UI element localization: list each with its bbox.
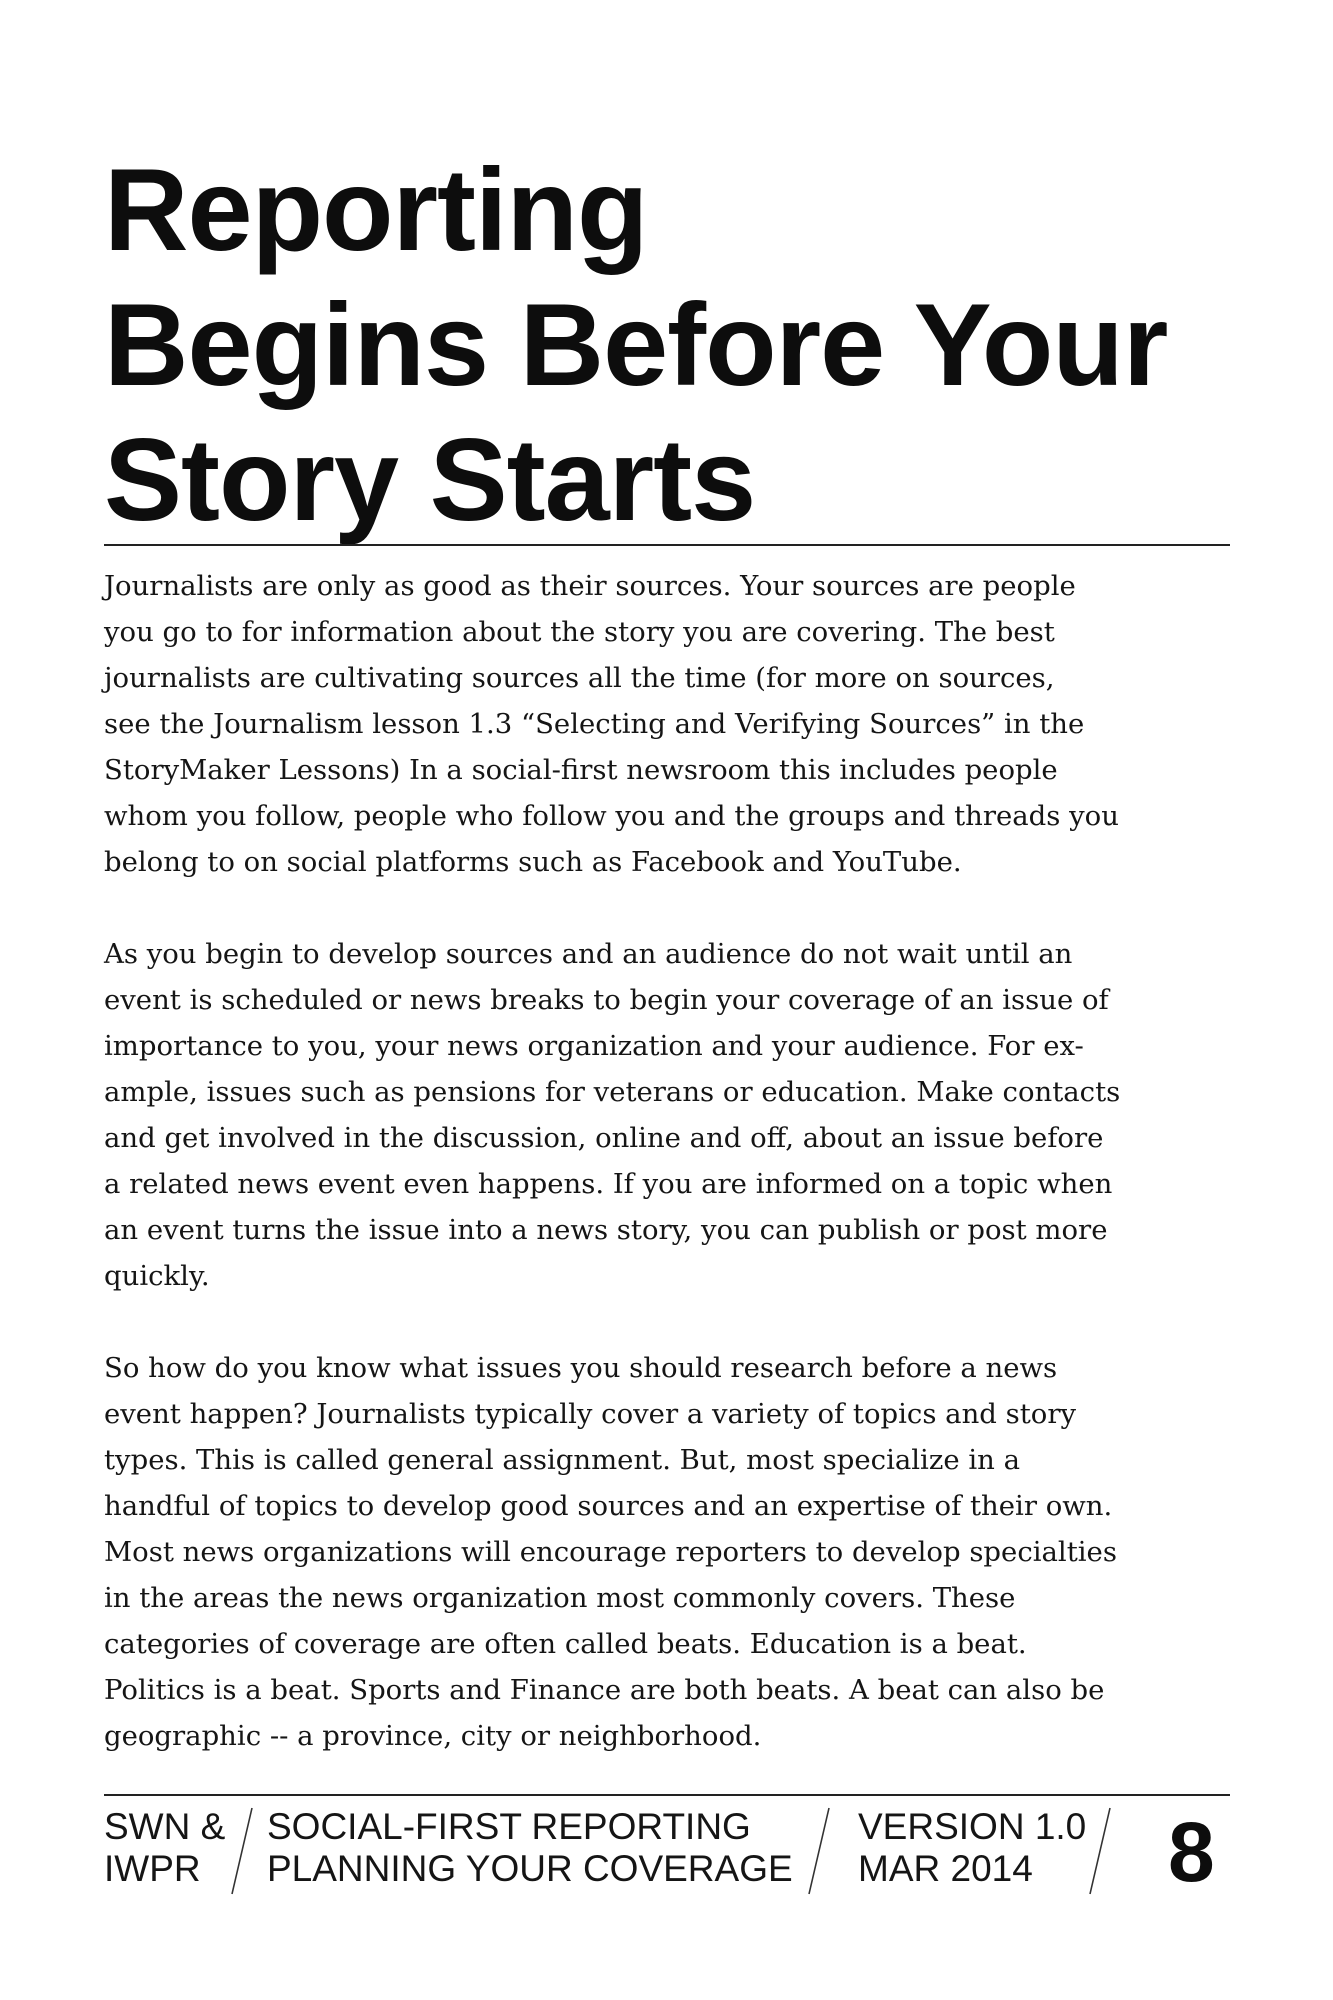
text-line: geographic -- a province, city or neighborhood. [104, 1720, 762, 1752]
paragraph-1 [104, 563, 1230, 885]
page-footer [104, 1806, 1230, 1916]
paragraph-3 [104, 1345, 1230, 1759]
text-line: importance to you, your news organization and your audience. For ex- [104, 1030, 1084, 1062]
text-line: event happen? Journalists typically cover a variety of topics and story [104, 1398, 1077, 1430]
footer-version [858, 1806, 1086, 1890]
paragraph-2 [104, 931, 1230, 1299]
text-line: ample, issues such as pensions for veterans or education. Make contacts [104, 1076, 1121, 1108]
footer-publication-line: PLANNING YOUR COVERAGE [267, 1848, 793, 1889]
text-line: journalists are cultivating sources all the time (for more on sources, [104, 662, 1055, 694]
text-line: and get involved in the discussion, online and off, about an issue before [104, 1122, 1104, 1154]
footer-version-line: VERSION 1.0 [858, 1806, 1087, 1847]
title-line: Story Starts [104, 414, 756, 545]
text-line: a related news event even happens. If you are informed on a topic when [104, 1168, 1113, 1200]
footer-separator-slash [807, 1806, 831, 1896]
text-line: in the areas the news organization most commonly covers. These [104, 1582, 1016, 1614]
footer-divider [104, 1794, 1230, 1796]
text-line: you go to for information about the story you are covering. The best [104, 616, 1055, 648]
text-line: event is scheduled or news breaks to begin your coverage of an issue of [104, 984, 1109, 1016]
text-line: an event turns the issue into a news story, you can publish or post more [104, 1214, 1108, 1246]
text-line: So how do you know what issues you should research before a news [104, 1352, 1058, 1384]
text-line: quickly. [104, 1260, 210, 1292]
text-line: StoryMaker Lessons) In a social-first newsroom this includes people [104, 754, 1058, 786]
footer-separator-slash [1088, 1806, 1112, 1896]
text-line: handful of topics to develop good sources and an expertise of their own. [104, 1490, 1113, 1522]
footer-publication [267, 1806, 793, 1890]
text-line: Politics is a beat. Sports and Finance are both beats. A beat can also be [104, 1674, 1105, 1706]
article-body [104, 563, 1230, 1805]
footer-publication-line: SOCIAL-FIRST REPORTING [267, 1806, 751, 1847]
text-line: As you begin to develop sources and an audience do not wait until an [104, 938, 1073, 970]
footer-org-line: SWN & [104, 1806, 226, 1847]
footer-separator-slash [230, 1806, 254, 1896]
text-line: categories of coverage are often called beats. Education is a beat. [104, 1628, 1027, 1660]
text-line: belong to on social platforms such as Facebook and YouTube. [104, 846, 962, 878]
page-number: 8 [1168, 1805, 1215, 1899]
page-title [104, 142, 1234, 547]
footer-organization [104, 1806, 225, 1890]
title-line: Reporting [104, 144, 648, 275]
text-line: Most news organizations will encourage reporters to develop specialties [104, 1536, 1117, 1568]
footer-org-line: IWPR [104, 1848, 201, 1889]
title-divider [104, 544, 1230, 546]
text-line: whom you follow, people who follow you and the groups and threads you [104, 800, 1119, 832]
text-line: see the Journalism lesson 1.3 “Selecting and Verifying Sources” in the [104, 708, 1085, 740]
text-line: types. This is called general assignment. But, most specialize in a [104, 1444, 1020, 1476]
footer-date-line: MAR 2014 [858, 1848, 1033, 1889]
title-line: Begins Before Your [104, 279, 1168, 410]
text-line: Journalists are only as good as their sources. Your sources are people [104, 570, 1076, 602]
